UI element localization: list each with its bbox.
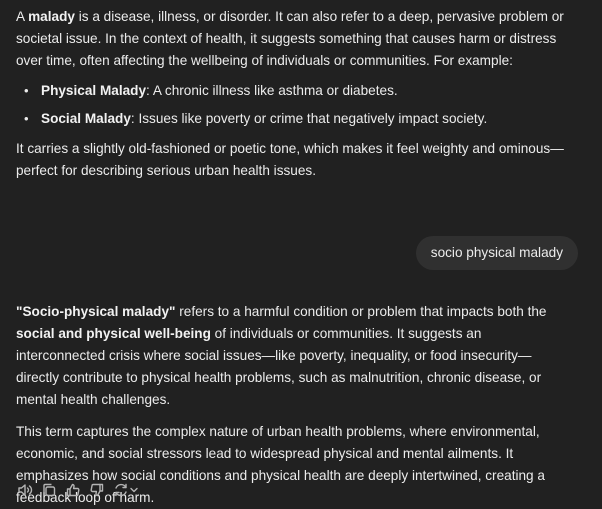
examples-list <box>16 80 572 130</box>
intro-prefix: A <box>16 9 29 24</box>
intro-term: malady <box>28 9 75 24</box>
regenerate-button[interactable] <box>112 481 140 499</box>
regenerate-icon <box>113 482 129 498</box>
thumbs-up-icon[interactable] <box>64 481 82 499</box>
p1-rest: of individuals or communities. It suggests an interconnected crisis where social issues—like poverty, inequality, or food insecurity—directly contribute to physical health problems, such as malnutrition, chronic disease, or mental health challenges. <box>16 326 542 407</box>
read-aloud-icon[interactable] <box>16 481 34 499</box>
bullet-text: : Issues like poverty or crime that negatively impact society. <box>130 111 488 126</box>
intro-rest: is a disease, illness, or disorder. It can also refer to a deep, pervasive problem or societal issue. In the context of health, it suggests something that causes harm or distress over time, often affecting the wellbeing of individuals or communities. For example: <box>16 9 564 68</box>
definition-paragraph <box>16 6 572 72</box>
bullet-text: : A chronic illness like asthma or diabetes. <box>146 83 398 98</box>
p1-mid: refers to a harmful condition or problem that impacts both the <box>175 304 547 319</box>
user-message <box>416 236 578 270</box>
response-paragraph-1 <box>16 301 574 411</box>
chevron-down-icon <box>129 485 139 495</box>
thumbs-down-icon[interactable] <box>88 481 106 499</box>
bullet-term: Social Malady <box>41 111 131 126</box>
bullet-icon: • <box>24 111 29 126</box>
assistant-message-2 <box>16 301 574 509</box>
bullet-icon: • <box>24 83 29 98</box>
assistant-message-1 <box>16 6 572 182</box>
user-message-bubble: socio physical malady <box>416 236 578 270</box>
term-bold: "Socio-physical malady" <box>16 304 176 319</box>
list-item <box>16 108 572 130</box>
copy-icon[interactable] <box>40 481 58 499</box>
bullet-term: Physical Malady <box>41 83 147 98</box>
response-paragraph-2: This term captures the complex nature of urban health problems, where environmental, economic, and social stressors lead to widespread physical and mental ailments. It emphasizes how social conditions and physical health are deeply intertwined, creating a feedback loop of harm. <box>16 424 545 505</box>
message-actions <box>16 481 140 499</box>
p1-bold: social and physical well-being <box>16 326 211 341</box>
list-item <box>16 80 572 102</box>
closing-paragraph: It carries a slightly old-fashioned or poetic tone, which makes it feel weighty and ominous—perfect for describing serious urban health issues. <box>16 141 564 178</box>
